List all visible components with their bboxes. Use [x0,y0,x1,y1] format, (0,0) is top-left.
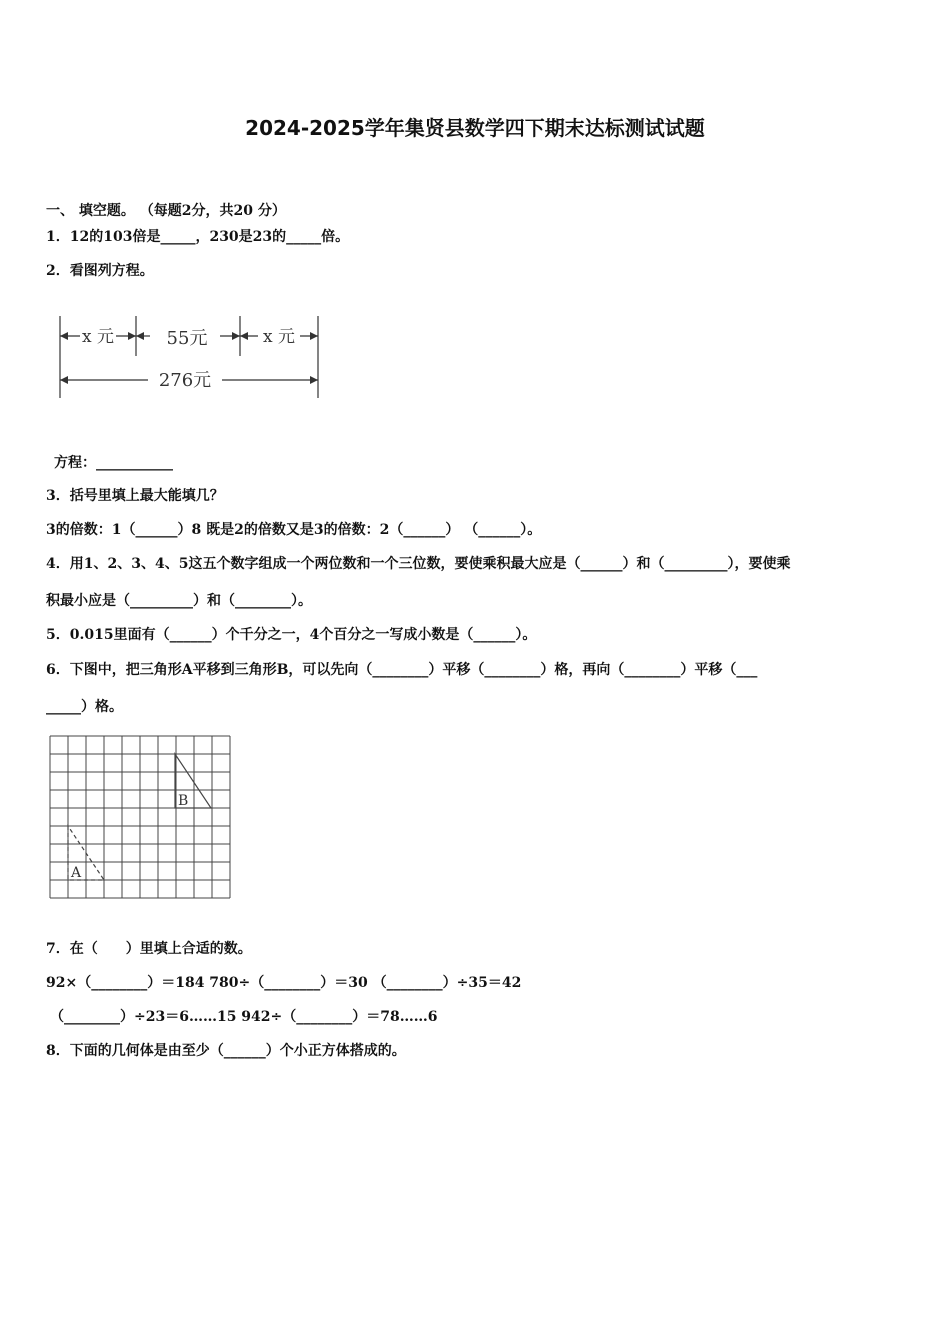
translation-grid [49,735,231,901]
question-4-line-1: 4．用1、2、3、4、5这五个数字组成一个两位数和一个三位数，要使乘积最大应是（______）和（_________），要使乘 [46,556,791,572]
question-6-line-2: _____）格。 [46,699,123,715]
question-4-line-2: 积最小应是（_________）和（________）。 [46,593,312,609]
question-1: 1．12的103倍是_____，230是23的_____倍。 [46,229,350,245]
page-title: 2024-2025学年集贤县数学四下期末达标测试试题 [245,116,705,140]
question-2: 2．看图列方程。 [46,263,154,279]
question-7-line-1: 92×（________）＝184 780÷（________）＝30 （________）÷35＝42 [46,975,522,991]
question-3-line: 3的倍数：1（______）8 既是2的倍数又是3的倍数：2（______） （______）。 [46,522,542,538]
segment-label-3: x 元 [263,327,295,347]
question-3: 3．括号里填上最大能填几？ [46,488,224,504]
question-6-line-1: 6．下图中，把三角形A平移到三角形B，可以先向（________）平移（________）格，再向（________）平移（___ [46,662,758,678]
triangle-b-label: B [178,793,189,809]
section-heading: 一、 填空题。 （每题2分，共20 分） [46,203,286,219]
question-2-equation: 方程：___________ [54,455,173,471]
triangle-a-label: A [71,865,82,881]
question-5: 5．0.015里面有（______）个千分之一，4个百分之一写成小数是（______）。 [46,627,537,643]
segment-label-1: x 元 [82,327,114,347]
segment-label-2: 55元 [166,328,208,349]
total-label: 276元 [158,370,212,391]
segment-diagram [52,310,332,402]
question-7-line-2: （________）÷23＝6……15 942÷（________）＝78……6 [50,1009,438,1025]
question-8: 8．下面的几何体是由至少（______）个小正方体搭成的。 [46,1043,406,1059]
question-7: 7．在（ ）里填上合适的数。 [46,941,252,957]
